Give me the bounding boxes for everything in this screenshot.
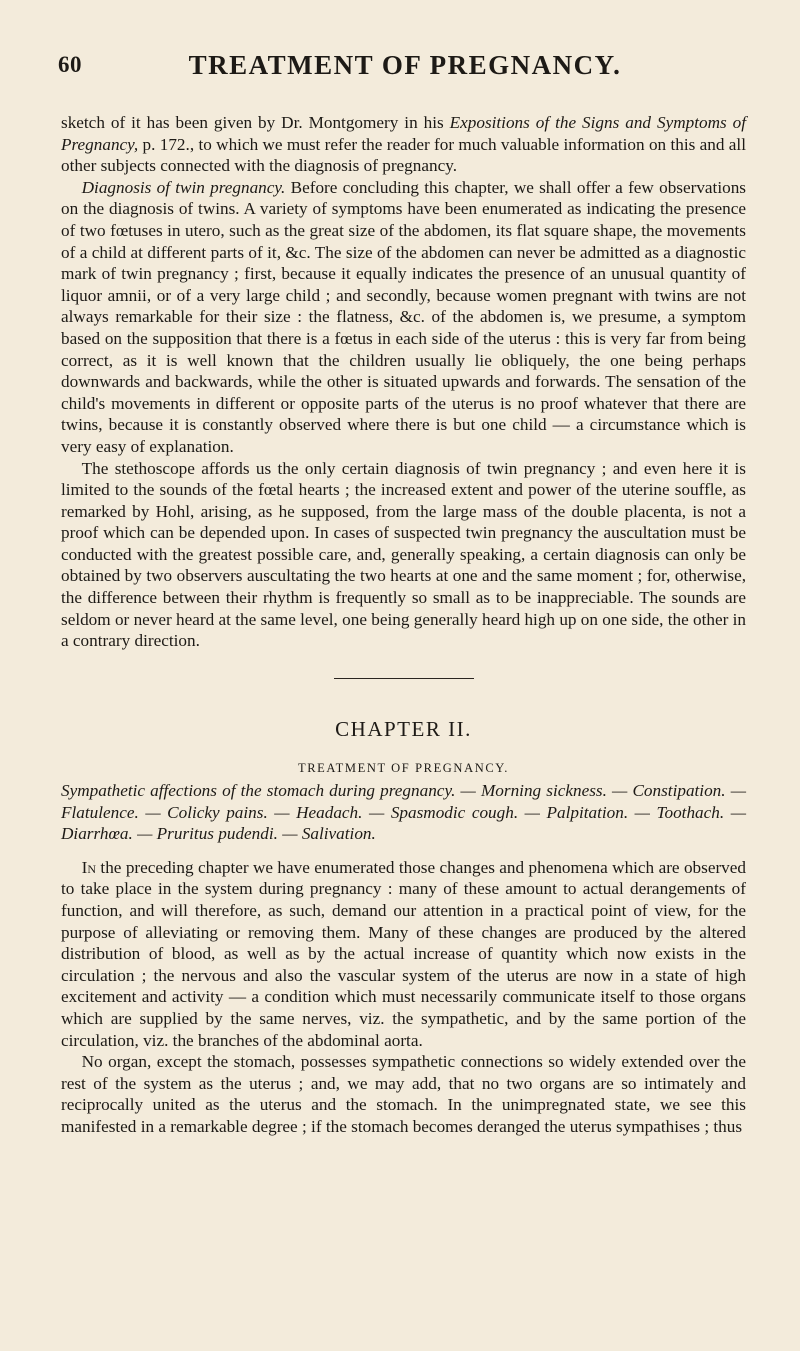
chapter-synopsis: Sympathetic affections of the stomach during pregnancy. — Morning sickness. — Constipation. — Flatulence. — Colicky pains. — Headach. — Spasmodic cough. — Palpitation. — Toothach. — Diarrhœa. — Pruritus pudendi. — Salivation. xyxy=(61,781,746,844)
page-number: 60 xyxy=(58,52,82,77)
running-head xyxy=(58,50,752,90)
paragraph-montgomery: sketch of it has been given by Dr. Montgomery in his Expositions of the Signs and Symptoms of Pregnancy, p. 172., to which we must refer the reader for much valuable information on this and all other subjects connected with the diagnosis of pregnancy. xyxy=(61,113,746,176)
paragraph-preceding-chapter: In the preceding chapter we have enumerated those changes and phenomena which are observed to take place in the system during pregnancy : many of these amount to actual derangements of function, and will therefore, as such, demand our attention in a practical point of view, for the purpose of alleviating or removing them. Many of these changes are produced by the altered distribution of blood, as well as by the actual increase of quantity which now exists in the circulation ; the nervous and also the vascular system of the uterus are now in a state of high excitement and activity — a condition which must necessarily communicate itself to those organs which are supplied by the same nerves, viz. the sympathetic, and by the same portion of the circulation, viz. the branches of the abdominal aorta. xyxy=(61,857,746,1050)
paragraph-twin-diagnosis: Diagnosis of twin pregnancy. Before concluding this chapter, we shall offer a few observations on the diagnosis of twins. A variety of symptoms have been enumerated as indicating the presence of two fœtuses in utero, such as the great size of the abdomen, its flat square shape, the movements of a child at different parts of it, &c. The size of the abdomen can never be admitted as a diagnostic mark of twin pregnancy ; first, because it equally indicates the presence of an unusual quantity of liquor amnii, or of a very large child ; and secondly, because women pregnant with twins are not always remarkable for their size : the flatness, &c. of the abdomen is, we presume, a symptom based on the supposition that there is a fœtus in each side of the uterus : this is very far from being correct, as it is well known that the children usually lie obliquely, the one being perhaps downwards and backwards, while the other is situated upwards and forwards. The sensation of the child's movements in different or opposite parts of the uterus is no proof whatever that there are twins, because it is constantly observed where there is but one child — a circumstance which is very easy of explanation. xyxy=(61,177,746,456)
running-title: TREATMENT OF PREGNANCY. xyxy=(188,50,622,80)
paragraph-stethoscope: The stethoscope affords us the only certain diagnosis of twin pregnancy ; and even here it is limited to the sounds of the fœtal hearts ; the increased extent and power of the uterine souffle, as remarked by Hohl, arising, as he supposed, from the large mass of the double placenta, is not a proof which can be depended upon. In cases of suspected twin pregnancy the auscultation must be conducted with the greatest possible care, and, generally speaking, a certain diagnosis can only be obtained by two observers auscultating the two hearts at one and the same moment ; for, otherwise, the difference between their rhythm is frequently so small as to be inappreciable. The sounds are seldom or never heard at the same level, one being generally heard high up on one side, the other in a contrary direction. xyxy=(61,458,746,651)
chapter-heading: CHAPTER II. xyxy=(335,716,472,741)
body-text xyxy=(61,112,746,1138)
chapter-subtitle: TREATMENT OF PREGNANCY. xyxy=(297,761,509,776)
paragraph-stomach-uterus: No organ, except the stomach, possesses sympathetic connections so widely extended over the rest of the system as the uterus ; and, we may add, that no two organs are so intimately and reciprocally united as the uterus and the stomach. In the unimpregnated state, we see this manifested in a remarkable degree ; if the stomach becomes deranged the uterus sympathises ; thus xyxy=(61,1052,746,1136)
section-divider xyxy=(334,678,474,679)
